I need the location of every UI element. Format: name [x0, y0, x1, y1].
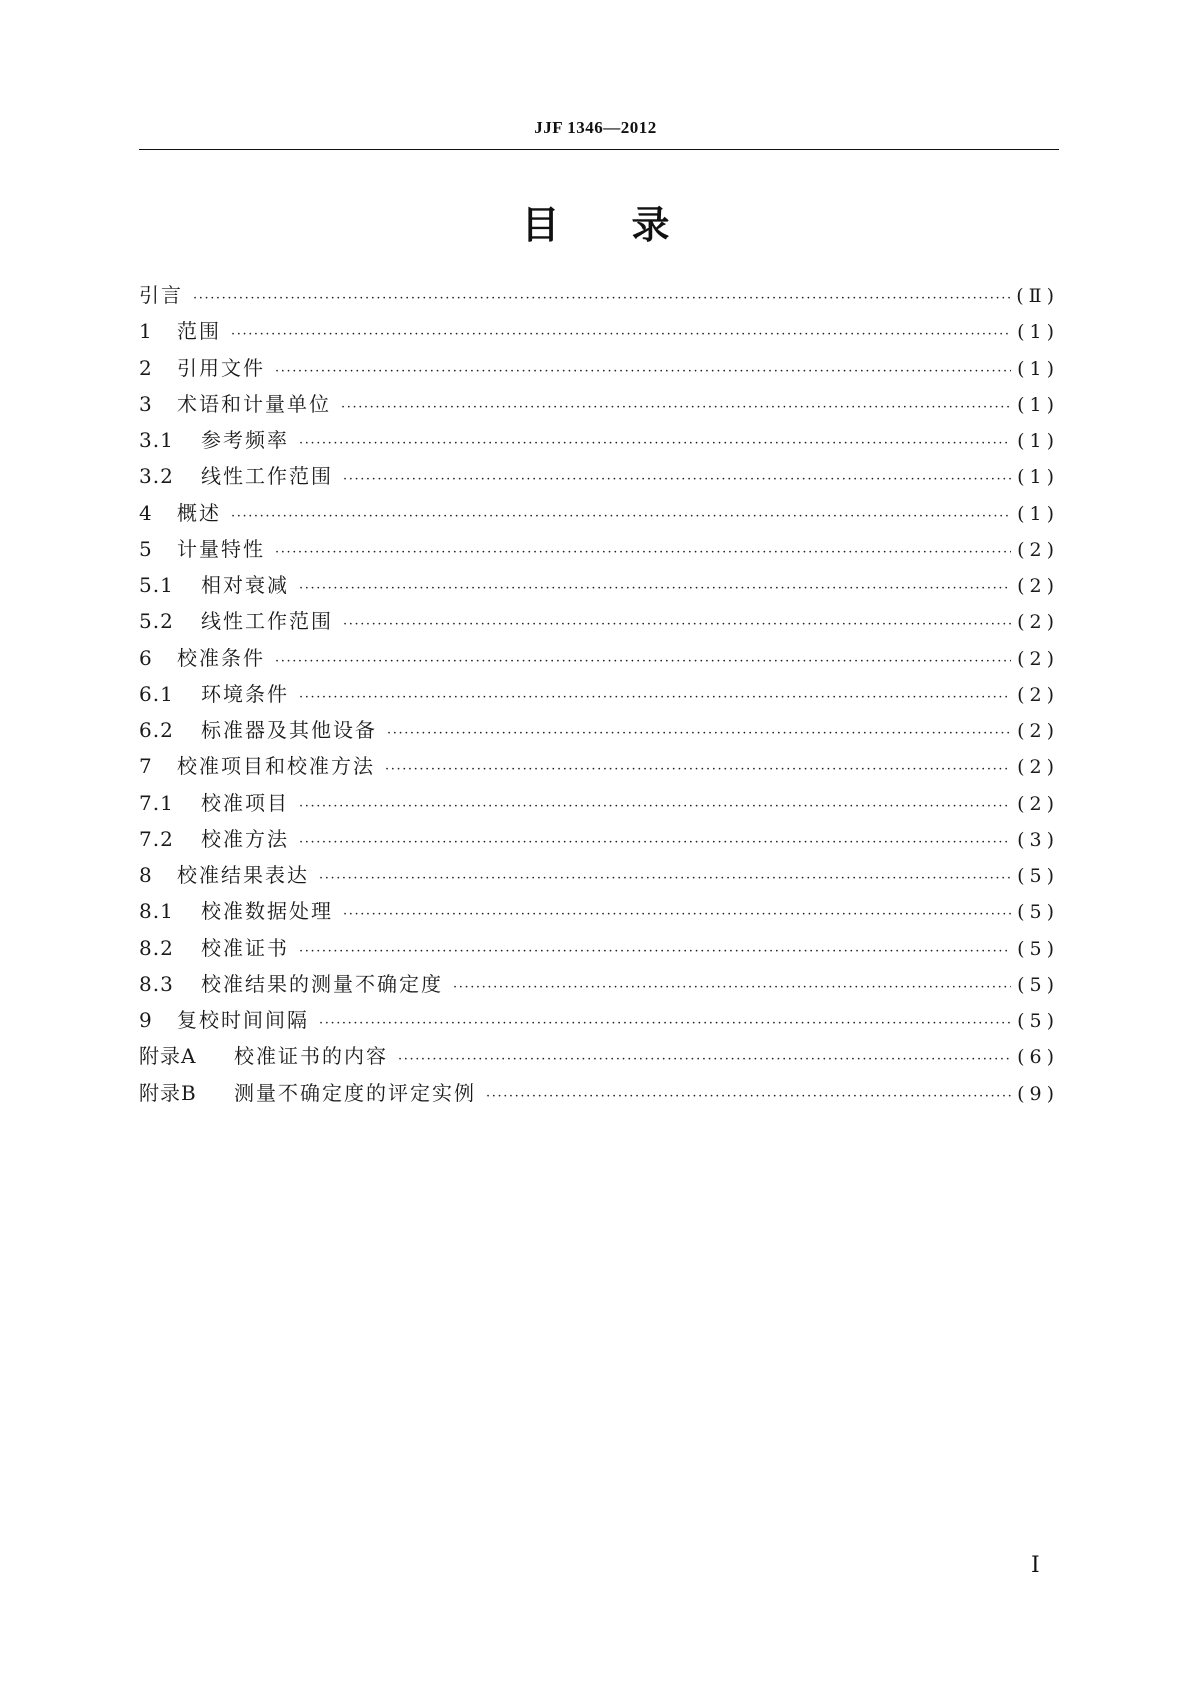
toc-entry-number: 3 — [139, 391, 153, 416]
toc-entry-1[interactable] — [139, 313, 1059, 349]
toc-entry-number: 1 — [139, 319, 153, 344]
toc-entry-number: 9 — [139, 1008, 153, 1032]
toc-entry-number: 6 — [139, 645, 153, 670]
toc-entry-number: 2 — [139, 355, 153, 380]
toc-entry-title: 标准器及其他设备 — [201, 718, 377, 742]
toc-entry-number: 8.2 — [139, 935, 174, 960]
toc-entry-title: 参考频率 — [201, 428, 289, 452]
dot-leader — [299, 934, 1011, 970]
toc-entry-title: 校准项目 — [201, 790, 289, 815]
toc-entry-8-3[interactable] — [139, 966, 1059, 1002]
toc-entry-page: (2) — [1017, 647, 1059, 670]
toc-entry-3-2[interactable] — [139, 458, 1059, 494]
toc-entry-title: 术语和计量单位 — [177, 391, 331, 416]
toc-entry-number: 6.2 — [139, 718, 174, 742]
document-header-code: JJF 1346—2012 — [534, 118, 657, 137]
toc-entry-introduction[interactable] — [139, 277, 1059, 313]
dot-leader — [453, 970, 1011, 1006]
toc-entry-number: 4 — [139, 500, 153, 525]
toc-entry-title: 线性工作范围 — [201, 609, 333, 634]
dot-leader — [385, 752, 1011, 788]
toc-entry-page: (2) — [1017, 611, 1059, 634]
dot-leader — [398, 1042, 1011, 1078]
toc-entry-number: 8 — [139, 863, 153, 887]
toc-entry-6-1[interactable] — [139, 676, 1059, 712]
dot-leader — [387, 716, 1011, 752]
dot-leader — [486, 1079, 1011, 1115]
toc-entry-title: 校准结果表达 — [177, 863, 309, 887]
toc-entry-title: 校准项目和校准方法 — [177, 754, 375, 779]
toc-entry-title: 校准证书的内容 — [234, 1044, 388, 1069]
table-of-contents — [139, 277, 1059, 1111]
dot-leader — [319, 861, 1011, 897]
toc-entry-page: (5) — [1017, 865, 1059, 887]
dot-leader — [319, 1006, 1011, 1042]
toc-entry-3[interactable] — [139, 386, 1059, 422]
dot-leader — [299, 789, 1011, 825]
toc-entry-7-1[interactable] — [139, 785, 1059, 821]
toc-entry-page: (5) — [1017, 937, 1059, 960]
toc-entry-number: 7.1 — [139, 790, 174, 815]
toc-entry-number: 7.2 — [139, 826, 174, 851]
toc-entry-page: (2) — [1017, 575, 1059, 597]
toc-entry-number: 附录A — [139, 1044, 197, 1069]
dot-leader — [299, 426, 1011, 462]
toc-entry-title: 校准结果的测量不确定度 — [201, 971, 443, 996]
header-divider — [139, 149, 1059, 150]
toc-entry-page: (2) — [1017, 683, 1059, 706]
dot-leader — [341, 390, 1011, 426]
toc-entry-6-2[interactable] — [139, 712, 1059, 748]
dot-leader — [231, 317, 1011, 353]
toc-entry-8-1[interactable] — [139, 893, 1059, 929]
toc-entry-7-2[interactable] — [139, 821, 1059, 857]
toc-entry-5[interactable] — [139, 531, 1059, 567]
toc-entry-page: (1) — [1017, 321, 1059, 344]
toc-entry-title: 复校时间间隔 — [177, 1008, 309, 1032]
toc-entry-appendix-a[interactable] — [139, 1038, 1059, 1074]
toc-entry-title: 校准数据处理 — [201, 899, 333, 924]
toc-entry-number: 7 — [139, 754, 153, 779]
toc-entry-page: (1) — [1017, 357, 1059, 380]
toc-entry-2[interactable] — [139, 350, 1059, 386]
toc-entry-3-1[interactable] — [139, 422, 1059, 458]
toc-entry-page: (1) — [1017, 502, 1059, 525]
toc-entry-title: 计量特性 — [177, 536, 265, 561]
dot-leader — [275, 644, 1011, 680]
page-number: Ⅰ — [1031, 1552, 1040, 1577]
toc-entry-4[interactable] — [139, 495, 1059, 531]
toc-entry-9[interactable] — [139, 1002, 1059, 1038]
toc-entry-number: 5 — [139, 536, 153, 561]
dot-leader — [275, 535, 1011, 571]
toc-entry-appendix-b[interactable] — [139, 1075, 1059, 1111]
toc-entry-7[interactable] — [139, 748, 1059, 784]
dot-leader — [299, 571, 1011, 607]
toc-entry-page: (9) — [1017, 1082, 1059, 1105]
dot-leader — [275, 354, 1011, 390]
toc-entry-title: 概述 — [177, 500, 221, 525]
toc-title: 目录 — [521, 203, 742, 247]
dot-leader — [343, 607, 1011, 643]
toc-entry-8-2[interactable] — [139, 930, 1059, 966]
toc-entry-title: 测量不确定度的评定实例 — [234, 1080, 476, 1105]
toc-entry-page: (1) — [1017, 430, 1059, 452]
dot-leader — [193, 281, 1010, 317]
toc-entry-number: 附录B — [139, 1080, 197, 1105]
toc-entry-number: 6.1 — [139, 681, 174, 706]
dot-leader — [343, 462, 1011, 498]
toc-entry-number: 3.1 — [139, 428, 174, 452]
toc-entry-page: (3) — [1017, 828, 1059, 851]
dot-leader — [299, 680, 1011, 716]
dot-leader — [343, 897, 1011, 933]
toc-entry-title: 引用文件 — [177, 355, 265, 380]
toc-entry-title: 相对衰减 — [201, 573, 289, 597]
toc-entry-page: (5) — [1017, 1010, 1059, 1032]
toc-entry-page: (Ⅱ) — [1016, 285, 1059, 307]
toc-entry-page: (1) — [1017, 466, 1059, 489]
dot-leader — [231, 499, 1011, 535]
toc-entry-page: (5) — [1017, 973, 1059, 996]
toc-entry-title: 引言 — [139, 283, 183, 307]
toc-entry-page: (2) — [1017, 720, 1059, 742]
toc-entry-page: (2) — [1017, 538, 1059, 561]
toc-entry-title: 线性工作范围 — [201, 464, 333, 489]
toc-entry-title: 环境条件 — [201, 681, 289, 706]
toc-entry-number: 8.1 — [139, 899, 174, 924]
toc-entry-title: 校准条件 — [177, 645, 265, 670]
dot-leader — [299, 825, 1011, 861]
toc-entry-page: (6) — [1017, 1046, 1059, 1069]
toc-entry-8[interactable] — [139, 857, 1059, 893]
toc-entry-5-2[interactable] — [139, 603, 1059, 639]
toc-entry-number: 3.2 — [139, 464, 174, 489]
toc-entry-title: 校准证书 — [201, 935, 289, 960]
toc-entry-number: 5.1 — [139, 573, 174, 597]
toc-entry-page: (2) — [1017, 792, 1059, 815]
toc-entry-5-1[interactable] — [139, 567, 1059, 603]
toc-entry-6[interactable] — [139, 640, 1059, 676]
toc-entry-title: 范围 — [177, 319, 221, 344]
toc-entry-number: 8.3 — [139, 971, 174, 996]
toc-entry-number: 5.2 — [139, 609, 174, 634]
toc-entry-page: (1) — [1017, 393, 1059, 416]
toc-entry-title: 校准方法 — [201, 826, 289, 851]
toc-entry-page: (5) — [1017, 901, 1059, 924]
toc-entry-page: (2) — [1017, 756, 1059, 779]
